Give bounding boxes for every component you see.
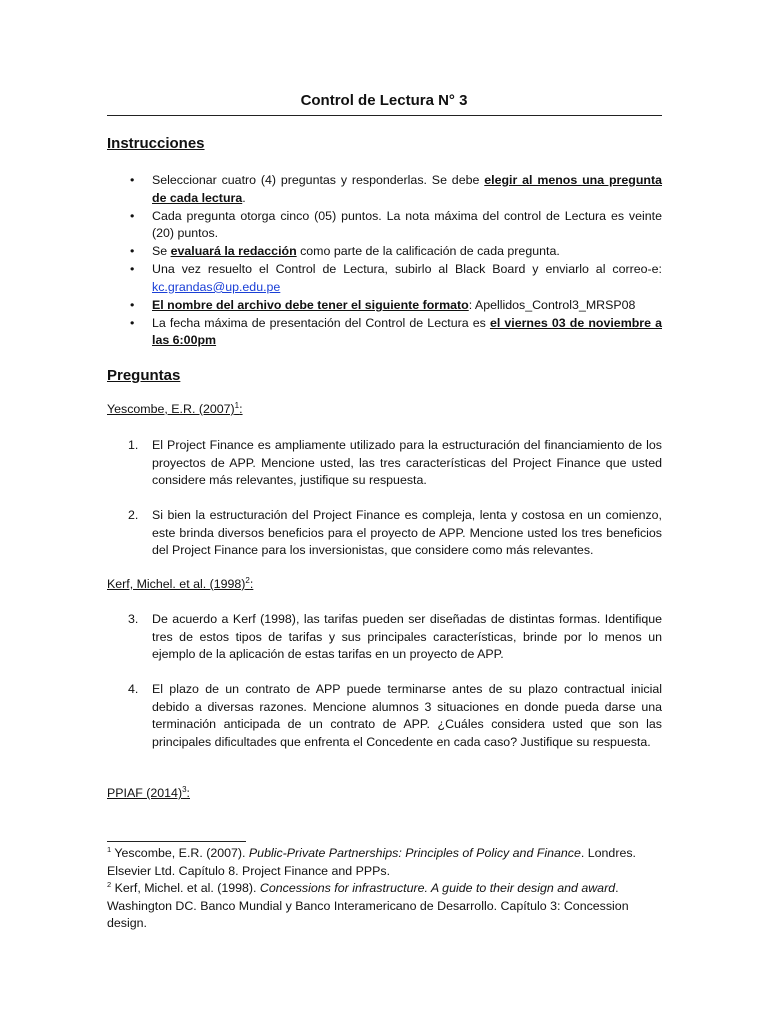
instruction-text [152, 173, 662, 205]
source-reference-yescombe [107, 402, 243, 416]
footnote-separator [107, 841, 246, 842]
question-item [128, 437, 662, 490]
italic-title: Public-Private Partnerships: Principles of Policy and Finance [248, 846, 581, 860]
instruction-item [130, 243, 662, 261]
question-number: 1. [128, 438, 139, 452]
source-label: Kerf, Michel. et al. (1998) [107, 577, 246, 591]
question-text: Si bien la estructuración del Project Finance es compleja, lenta y costosa en un comienzo, este brinda diversos beneficios para el proyecto de APP. Mencione usted los tres beneficios del Project Finance para los inversionistas, que considere como más relevantes. [152, 508, 662, 557]
text-segment: Seleccionar cuatro (4) preguntas y responderlas. Se debe [152, 173, 485, 187]
bullet-icon: • [130, 208, 135, 223]
source-reference-kerf [107, 577, 253, 591]
instruction-text [152, 209, 662, 241]
text-segment: como parte de la calificación de cada pregunta. [296, 244, 560, 259]
instruction-text [152, 262, 662, 294]
instruction-text [152, 316, 662, 348]
instruction-item [130, 172, 662, 207]
source-suffix: : [186, 786, 190, 800]
italic-title: Concessions for infrastructure. A guide to their design and award [259, 881, 616, 895]
instructions-heading: Instrucciones [107, 135, 205, 152]
instruction-item [130, 315, 662, 350]
source-reference-ppiaf [107, 786, 190, 800]
footnote-item [107, 845, 662, 880]
footnote-number: 1 [107, 844, 112, 854]
page-title: Control de Lectura N° 3 [300, 92, 468, 109]
instruction-item [130, 297, 662, 315]
text-segment: . Londres. Elsevier Ltd. Capítulo 8. Project Finance and PPPs. [107, 846, 636, 878]
question-number: 2. [128, 508, 139, 522]
question-text: De acuerdo a Kerf (1998), las tarifas pueden ser diseñadas de distintas formas. Identifique tres de estos tipos de tarifas y sus principales características, brinde por lo menos un ejemplo de la aplicación de estas tarifas en un proyecto de APP. [152, 612, 662, 661]
emphasis-text: El nombre del archivo debe tener el siguiente formato [152, 297, 469, 312]
bullet-icon: • [130, 315, 135, 330]
instructions-list [130, 172, 662, 351]
bullet-icon: • [130, 244, 135, 259]
question-item [128, 681, 662, 751]
text-segment: Una vez resuelto el Control de Lectura, subirlo al Black Board y enviarlo al correo-e: [152, 262, 662, 277]
text-segment: Se [152, 244, 171, 259]
text-segment: Yescombe, E.R. (2007). [111, 846, 249, 860]
question-text: El plazo de un contrato de APP puede terminarse antes de su plazo contractual inicial debido a diversas razones. Mencione alumnos 3 situaciones en donde pueda darse una terminación anticipada de un contrato de APP. ¿Cuáles considera usted que son las principales dificultades que enfrenta el Concedente en cada caso? Justifique su respuesta. [152, 682, 662, 749]
email-link[interactable]: kc.grandas@up.edu.pe [152, 279, 281, 294]
bullet-icon: • [130, 262, 135, 277]
source-label: Yescombe, E.R. (2007) [107, 402, 235, 416]
emphasis-text: elegir al menos una pregunta de cada lectura [152, 173, 662, 205]
footnote-text [107, 881, 629, 930]
text-segment: Cada pregunta otorga cinco (05) puntos. La nota máxima del control de Lectura es veinte (20) puntos. [152, 208, 662, 241]
questions-heading: Preguntas [107, 367, 181, 384]
question-number: 4. [128, 682, 139, 696]
footnote-marker: 3 [182, 784, 187, 794]
text-segment: . Washington DC. Banco Mundial y Banco Interamericano de Desarrollo. Capítulo 3: Concession design. [107, 881, 629, 930]
question-text: El Project Finance es ampliamente utilizado para la estructuración del financiamiento de los proyectos de APP. Mencione usted, las tres características del Project Finance que usted considere más relevantes, justifique su respuesta. [152, 438, 662, 487]
instruction-text [152, 244, 560, 258]
instruction-item [130, 261, 662, 296]
footnote-text [107, 846, 636, 878]
question-item [128, 611, 662, 664]
footnote-number: 2 [107, 879, 112, 889]
title-underline-rule [107, 115, 662, 116]
instruction-item [130, 208, 662, 243]
bullet-icon: • [130, 173, 135, 187]
source-suffix: : [249, 577, 254, 591]
source-label: PPIAF (2014) [107, 786, 183, 800]
text-segment: : Apellidos_Control3_MRSP08 [468, 297, 636, 312]
footnote-item [107, 880, 662, 933]
emphasis-text: evaluará la redacción [170, 244, 297, 259]
bullet-icon: • [130, 297, 135, 312]
emphasis-text: el viernes 03 de noviembre a las 6:00pm [152, 315, 662, 348]
text-segment: La fecha máxima de presentación del Control de Lectura es [152, 315, 490, 330]
question-number: 3. [128, 612, 139, 626]
footnote-marker: 1 [234, 400, 240, 410]
question-item [128, 507, 662, 560]
footnote-marker: 2 [245, 575, 250, 585]
text-segment: . [242, 190, 246, 205]
text-segment: Kerf, Michel. et al. (1998). [111, 881, 260, 895]
source-suffix: : [239, 402, 243, 416]
instruction-text [152, 298, 635, 312]
